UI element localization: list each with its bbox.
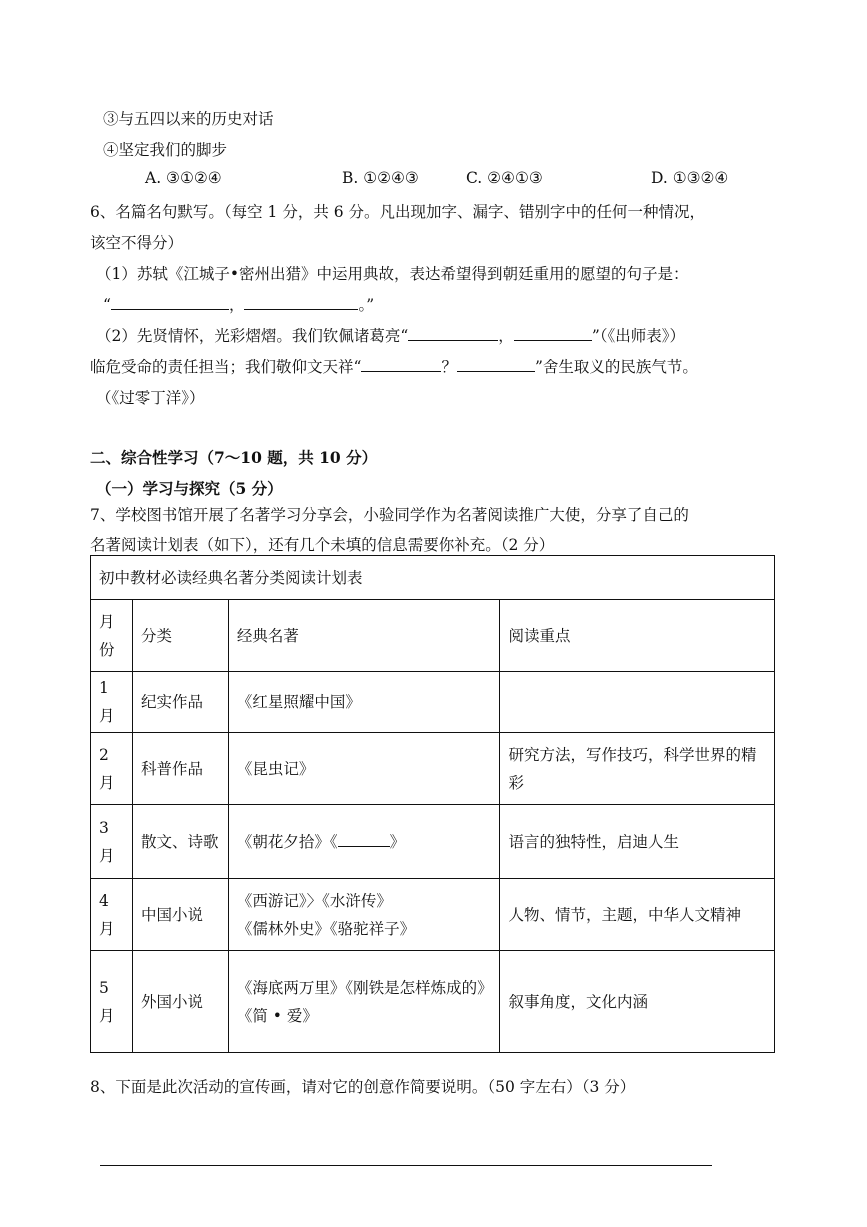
q7-line1: 7、学校图书馆开展了名著学习分享会，小验同学作为名著阅读推广大使，分享了自己的 xyxy=(90,506,689,524)
q6-part1: （1）苏轼《江城子•密州出猎》中运用典故，表达希望得到朝廷重用的愿望的句子是： xyxy=(96,265,689,283)
answer-blank[interactable] xyxy=(361,357,441,372)
header-category: 分类 xyxy=(132,600,228,672)
q6-title-cont: 该空不得分） xyxy=(90,234,184,252)
q6-part2-source: （《过零丁洋》） xyxy=(96,389,205,407)
answer-blank[interactable] xyxy=(111,295,229,310)
q6-title: 6、名篇名句默写。（每空 1 分，共 6 分。凡出现加字、漏字、错别字中的任何一种情况， xyxy=(90,203,706,221)
table-row: 5月 外国小说 《海底两万里》《刚铁是怎样炼成的》 《简 • 爱》 叙事角度，文化内涵 xyxy=(91,951,775,1053)
answer-blank[interactable] xyxy=(457,357,535,372)
header-books: 经典名著 xyxy=(228,600,500,672)
table-row: 3月 散文、诗歌 《朝花夕拾》《 》 语言的独特性，启迪人生 xyxy=(91,805,775,879)
header-focus: 阅读重点 xyxy=(500,600,775,672)
answer-blank[interactable] xyxy=(338,832,390,847)
q6-part2: （2）先贤情怀，光彩熠熠。我们钦佩诸葛亮“ ， ”（《出师表》） xyxy=(96,327,685,345)
option-d: D. ①③②④ xyxy=(651,169,729,187)
option-a: A. ③①②④ xyxy=(145,169,222,187)
list-item-4: ④坚定我们的脚步 xyxy=(103,141,228,159)
q7-line2: 名著阅读计划表（如下），还有几个未填的信息需要你补充。（2 分） xyxy=(90,536,555,554)
q8-prompt: 8、下面是此次活动的宣传画，请对它的创意作简要说明。（50 字左右）（3 分） xyxy=(90,1078,636,1096)
table-title: 初中教材必读经典名著分类阅读计划表 xyxy=(91,556,775,600)
reading-plan-table xyxy=(90,555,775,1053)
answer-blank[interactable] xyxy=(514,326,592,341)
q6-part1-blanks: “ ， 。” xyxy=(103,296,375,314)
table-row: 4月 中国小说 《西游记》〉《水浒传》 《儒林外史》《骆驼祥子》 人物、情节，主题，中华人文精神 xyxy=(91,879,775,951)
table-row: 1月 纪实作品 《红星照耀中国》 xyxy=(91,672,775,733)
answer-blank[interactable] xyxy=(244,295,358,310)
answer-line[interactable] xyxy=(100,1165,712,1166)
table-row: 2月 科普作品 《昆虫记》 研究方法，写作技巧，科学世界的精彩 xyxy=(91,733,775,805)
section2-subtitle: （一）学习与探究（5 分） xyxy=(96,479,283,498)
q6-part2-cont: 临危受命的责任担当；我们敬仰文天祥“ ？ ”舍生取义的民族气节。 xyxy=(90,358,698,376)
answer-cell[interactable] xyxy=(500,672,775,733)
answer-blank[interactable] xyxy=(408,326,498,341)
option-b: B. ①②④③ xyxy=(342,169,419,187)
answer-options xyxy=(0,169,867,191)
section2-title: 二、综合性学习（7～10 题，共 10 分） xyxy=(90,448,378,467)
option-c: C. ②④①③ xyxy=(466,169,543,187)
header-month: 月份 xyxy=(91,600,133,672)
list-item-3: ③与五四以来的历史对话 xyxy=(103,110,274,128)
